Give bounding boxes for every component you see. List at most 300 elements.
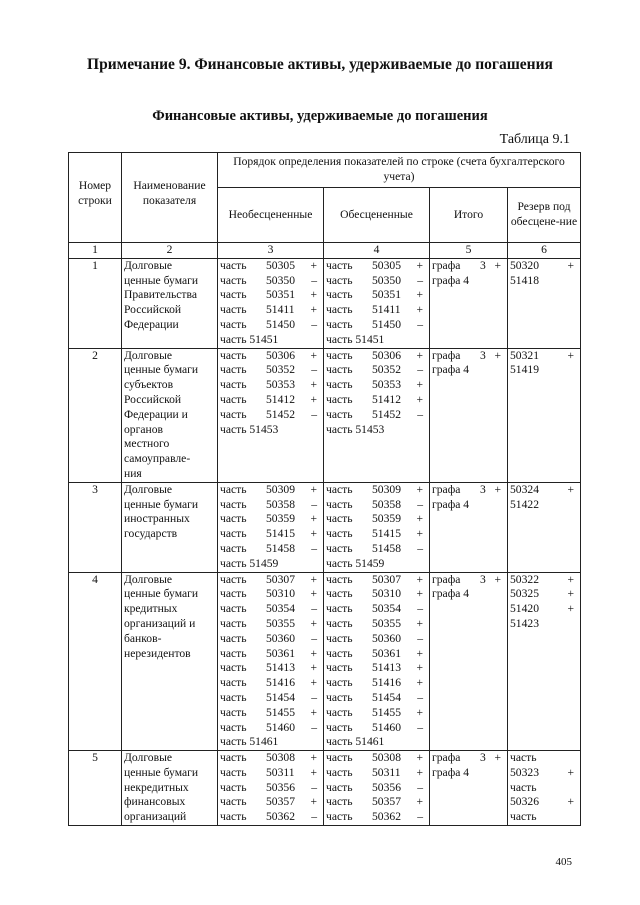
account-entry [326, 706, 427, 721]
account-entry [326, 810, 427, 825]
account-number: 50360 [266, 631, 295, 645]
account-number: 51412 [372, 392, 401, 406]
reserve-account: 51418 [510, 273, 539, 287]
account-entry [432, 587, 505, 602]
account-entry [432, 498, 505, 513]
sign: + [416, 348, 423, 362]
sign: – [311, 631, 317, 645]
sign: – [417, 690, 423, 704]
reserve-entry [510, 274, 578, 289]
account-entry [432, 274, 505, 289]
sign [564, 781, 574, 796]
account-number: 51460 [266, 720, 295, 734]
account-number: 3 [480, 258, 486, 272]
sign: + [310, 705, 317, 719]
entry-label: часть [326, 527, 353, 541]
account-entry [432, 751, 505, 766]
sign: + [494, 572, 501, 586]
sign: + [310, 288, 317, 302]
account-number [476, 274, 491, 289]
accounts-table [68, 152, 581, 826]
sign [491, 363, 501, 378]
account-number: 50361 [266, 646, 295, 660]
indicator-name-line: ценные бумаги [124, 497, 199, 511]
entry-label: часть [326, 363, 353, 377]
account-number: 50310 [372, 587, 401, 601]
entry-label: часть [326, 780, 353, 794]
account-entry [220, 661, 321, 676]
sign: + [416, 303, 423, 317]
account-entry [220, 632, 321, 647]
account-entry [326, 632, 427, 647]
entry-total: часть 51453 [220, 422, 279, 436]
sign: + [416, 616, 423, 630]
account-number: 50355 [372, 616, 401, 630]
sign: + [494, 482, 501, 496]
account-entry [326, 363, 427, 378]
account-number: 50308 [372, 751, 401, 765]
entry-label: часть [220, 378, 247, 392]
total-formula [430, 482, 508, 572]
indicator-name [122, 572, 218, 751]
account-number: 51411 [372, 303, 401, 317]
header-unimpaired: Необесцененные [218, 188, 324, 243]
impaired-accounts [324, 572, 430, 751]
account-entry [220, 751, 321, 766]
reserve-entry [510, 602, 578, 617]
entry-label: часть [326, 602, 353, 616]
account-number: 50354 [372, 602, 401, 616]
account-number: 51413 [372, 661, 401, 675]
row-number: 1 [69, 258, 122, 348]
entry-label: часть [326, 616, 353, 630]
account-entry [326, 766, 427, 781]
account-entry [326, 378, 427, 393]
sign: + [416, 765, 423, 779]
sign: + [310, 795, 317, 809]
entry-label: часть [326, 795, 353, 809]
account-entry [326, 573, 427, 588]
entry-label: часть [220, 303, 247, 317]
total-formula [430, 572, 508, 751]
indicator-name-line: Российской [124, 303, 182, 317]
account-number: 51455 [266, 705, 295, 719]
column-number-row [69, 243, 581, 259]
entry-label: часть [326, 541, 353, 555]
account-number: 50355 [266, 616, 295, 630]
account-entry [220, 676, 321, 691]
entry-label: часть [220, 572, 247, 586]
reserve-account: часть [510, 810, 537, 824]
entry-label: часть [220, 661, 247, 675]
account-entry [220, 274, 321, 289]
reserve-entry [510, 483, 578, 498]
account-number: 51416 [266, 676, 295, 690]
account-number: 50352 [266, 363, 295, 377]
entry-label: часть [326, 720, 353, 734]
sign: + [416, 661, 423, 675]
entry-label: графа 4 [432, 273, 470, 287]
sign: – [311, 363, 317, 377]
account-entry [326, 318, 427, 333]
account-entry [432, 573, 505, 588]
account-entry [326, 676, 427, 691]
entry-label: часть [220, 527, 247, 541]
table-row [69, 258, 581, 348]
entry-label: часть [326, 765, 353, 779]
account-entry [220, 318, 321, 333]
account-number: 51458 [372, 541, 401, 555]
account-entry [220, 498, 321, 513]
sign: – [417, 720, 423, 734]
reserve-entry [510, 810, 578, 825]
sign [564, 274, 574, 289]
header-row-number: Номер строки [69, 153, 122, 243]
entry-label: графа [432, 572, 461, 586]
entry-label: часть [326, 348, 353, 362]
entry-label: часть [220, 646, 247, 660]
table-row [69, 572, 581, 751]
sign: – [311, 690, 317, 704]
indicator-name-line: государств [124, 527, 178, 541]
account-entry [220, 393, 321, 408]
sign [491, 587, 501, 602]
entry-label: часть [220, 795, 247, 809]
account-number [476, 363, 491, 378]
account-number: 51460 [372, 720, 401, 734]
account-entry [326, 274, 427, 289]
sign: + [567, 602, 574, 616]
account-entry [326, 259, 427, 274]
sign: + [416, 288, 423, 302]
account-number: 50310 [266, 587, 295, 601]
sign: – [417, 810, 423, 824]
indicator-name [122, 258, 218, 348]
sign: – [417, 317, 423, 331]
account-number: 3 [480, 572, 486, 586]
sign: – [311, 273, 317, 287]
entry-label: часть [326, 512, 353, 526]
reserve-entry [510, 573, 578, 588]
entry-label: часть [220, 258, 247, 272]
account-number: 50350 [372, 273, 401, 287]
account-entry [220, 527, 321, 542]
sign: – [417, 780, 423, 794]
account-entry [432, 483, 505, 498]
account-entry [220, 512, 321, 527]
account-entry [326, 303, 427, 318]
column-number: 3 [218, 243, 324, 259]
entry-label: графа [432, 348, 461, 362]
sign [491, 274, 501, 289]
account-entry [220, 795, 321, 810]
entry-label: часть [220, 482, 247, 496]
account-entry [326, 349, 427, 364]
account-number: 50308 [266, 751, 295, 765]
entry-label: часть [326, 631, 353, 645]
account-number [476, 498, 491, 513]
reserve-accounts [508, 572, 581, 751]
account-entry [220, 573, 321, 588]
indicator-name-line: Федерации и [124, 407, 188, 421]
reserve-account: 50325 [510, 587, 539, 601]
reserve-account: 50320 [510, 258, 539, 272]
sign: + [310, 661, 317, 675]
entry-label: графа 4 [432, 587, 470, 601]
header-group: Порядок определения показателей по строке (счета бухгалтерского учета) [218, 153, 581, 188]
indicator-name [122, 482, 218, 572]
account-entry [326, 587, 427, 602]
entry-label: часть [326, 676, 353, 690]
sign: + [310, 378, 317, 392]
row-number: 5 [69, 751, 122, 826]
account-entry [432, 349, 505, 364]
sign: + [416, 572, 423, 586]
entry-label: часть [326, 273, 353, 287]
account-entry [220, 349, 321, 364]
account-entry [220, 647, 321, 662]
indicator-name-line: банков- [124, 631, 162, 645]
column-number: 1 [69, 243, 122, 259]
account-number: 50354 [266, 602, 295, 616]
account-entry [220, 259, 321, 274]
account-entry [326, 602, 427, 617]
sign [491, 498, 501, 513]
sign: – [417, 273, 423, 287]
account-number: 50309 [266, 482, 295, 496]
entry-label: часть [220, 616, 247, 630]
sign: + [310, 646, 317, 660]
column-number: 5 [430, 243, 508, 259]
indicator-name-line: Долговые [124, 751, 173, 765]
account-number: 50306 [266, 348, 295, 362]
reserve-entry [510, 617, 578, 632]
entry-label: часть [220, 631, 247, 645]
sign: – [417, 363, 423, 377]
account-entry [326, 795, 427, 810]
entry-total: часть 51453 [326, 422, 385, 436]
impaired-accounts [324, 258, 430, 348]
reserve-entry [510, 795, 578, 810]
row-number: 3 [69, 482, 122, 572]
account-number: 3 [480, 482, 486, 496]
account-entry [326, 661, 427, 676]
table-title: Финансовые активы, удерживаемые до погашения [152, 108, 488, 124]
sign: – [311, 720, 317, 734]
header-indicator-name: Наименование показателя [122, 153, 218, 243]
sign: + [567, 348, 574, 362]
account-entry [220, 617, 321, 632]
entry-total: часть 51461 [220, 735, 279, 749]
entry-label: часть [326, 661, 353, 675]
sign: – [311, 317, 317, 331]
reserve-account: 51422 [510, 497, 539, 511]
row-number: 4 [69, 572, 122, 751]
sign: – [311, 497, 317, 511]
account-number: 3 [480, 751, 486, 765]
reserve-account: 51420 [510, 602, 539, 616]
entry-label: часть [326, 288, 353, 302]
row-number: 2 [69, 348, 122, 482]
sign: + [310, 527, 317, 541]
account-entry [220, 288, 321, 303]
unimpaired-accounts [218, 348, 324, 482]
indicator-name-line: ния [124, 466, 142, 480]
reserve-account: часть [510, 751, 537, 765]
sign: – [417, 602, 423, 616]
account-number: 51415 [266, 527, 295, 541]
reserve-entry [510, 781, 578, 796]
column-number: 2 [122, 243, 218, 259]
sign: + [416, 705, 423, 719]
account-number: 50309 [372, 482, 401, 496]
account-number: 51454 [372, 690, 401, 704]
entry-label: часть [326, 572, 353, 586]
indicator-name-line: Долговые [124, 572, 173, 586]
entry-total: часть 51451 [220, 332, 279, 346]
sign: + [567, 572, 574, 586]
account-number: 50362 [266, 810, 295, 824]
indicator-name-line: местного [124, 437, 170, 451]
reserve-accounts [508, 482, 581, 572]
sign: + [310, 676, 317, 690]
account-entry [326, 721, 427, 736]
account-entry [220, 691, 321, 706]
entry-label: часть [220, 512, 247, 526]
account-entry [432, 766, 505, 781]
entry-label: часть [220, 751, 247, 765]
indicator-name-line: Долговые [124, 348, 173, 362]
indicator-name [122, 348, 218, 482]
indicator-name-line: организаций и [124, 616, 196, 630]
unimpaired-accounts [218, 572, 324, 751]
account-entry [220, 766, 321, 781]
sign: + [416, 512, 423, 526]
account-number: 50352 [372, 363, 401, 377]
account-number: 50358 [266, 497, 295, 511]
sign [564, 617, 574, 632]
account-entry [220, 303, 321, 318]
sign: + [310, 482, 317, 496]
account-entry [326, 512, 427, 527]
indicator-name-line: Федерации [124, 317, 179, 331]
entry-label: часть [326, 317, 353, 331]
indicator-name-line: ценные бумаги [124, 587, 199, 601]
entry-label: часть [220, 363, 247, 377]
indicator-name-line: ценные бумаги [124, 765, 199, 779]
entry-label: часть [326, 690, 353, 704]
account-number: 51412 [266, 392, 295, 406]
table-label: Таблица 9.1 [499, 132, 570, 147]
account-number: 51413 [266, 661, 295, 675]
account-number: 51458 [266, 541, 295, 555]
entry-total: часть 51451 [326, 332, 385, 346]
reserve-account: 50321 [510, 348, 539, 362]
sign: + [416, 392, 423, 406]
account-number: 50307 [266, 572, 295, 586]
account-entry [326, 617, 427, 632]
sign: + [416, 795, 423, 809]
entry-label: часть [326, 303, 353, 317]
account-entry [220, 378, 321, 393]
sign: – [311, 541, 317, 555]
sign: + [310, 303, 317, 317]
account-entry [326, 498, 427, 513]
entry-label: часть [220, 690, 247, 704]
reserve-entry [510, 766, 578, 781]
account-number: 51455 [372, 705, 401, 719]
header-impaired: Обесцененные [324, 188, 430, 243]
indicator-name-line: органов [124, 422, 163, 436]
indicator-name-line: кредитных [124, 602, 178, 616]
account-entry [220, 810, 321, 825]
reserve-entry [510, 587, 578, 602]
sign: + [494, 348, 501, 362]
sign: + [310, 512, 317, 526]
reserve-entry [510, 259, 578, 274]
entry-label: часть [220, 273, 247, 287]
account-entry [326, 751, 427, 766]
unimpaired-accounts [218, 258, 324, 348]
indicator-name-line: нерезидентов [124, 646, 191, 660]
sign: + [567, 587, 574, 601]
account-number: 51454 [266, 690, 295, 704]
account-entry [326, 408, 427, 423]
sign: + [494, 258, 501, 272]
entry-label: часть [220, 288, 247, 302]
sign: – [311, 810, 317, 824]
sign: + [310, 572, 317, 586]
total-formula [430, 751, 508, 826]
account-number: 50353 [372, 378, 401, 392]
account-entry [326, 393, 427, 408]
impaired-accounts [324, 751, 430, 826]
account-number: 51452 [372, 407, 401, 421]
account-number [476, 766, 491, 781]
indicator-name-line: Долговые [124, 258, 173, 272]
account-number: 50351 [372, 288, 401, 302]
sign: + [416, 527, 423, 541]
account-number: 50362 [372, 810, 401, 824]
entry-label: часть [326, 482, 353, 496]
account-number: 50356 [372, 780, 401, 794]
indicator-name-line: субъектов [124, 378, 174, 392]
indicator-name-line: иностранных [124, 512, 190, 526]
sign: – [417, 541, 423, 555]
sign: + [310, 258, 317, 272]
entry-label: графа 4 [432, 765, 470, 779]
entry-label: часть [220, 676, 247, 690]
account-number: 50305 [372, 258, 401, 272]
entry-label: графа [432, 751, 461, 765]
account-entry [326, 647, 427, 662]
entry-label: часть [326, 705, 353, 719]
entry-label: часть [326, 646, 353, 660]
total-formula [430, 258, 508, 348]
entry-total: часть 51459 [220, 556, 279, 570]
entry-total: часть 51461 [326, 735, 385, 749]
account-number: 50357 [266, 795, 295, 809]
account-number [476, 587, 491, 602]
sign: + [310, 348, 317, 362]
sign: + [416, 258, 423, 272]
account-number: 50351 [266, 288, 295, 302]
account-entry [220, 706, 321, 721]
entry-label: часть [220, 810, 247, 824]
entry-label: графа [432, 258, 461, 272]
indicator-name-line: некредитных [124, 780, 189, 794]
entry-label: часть [326, 378, 353, 392]
